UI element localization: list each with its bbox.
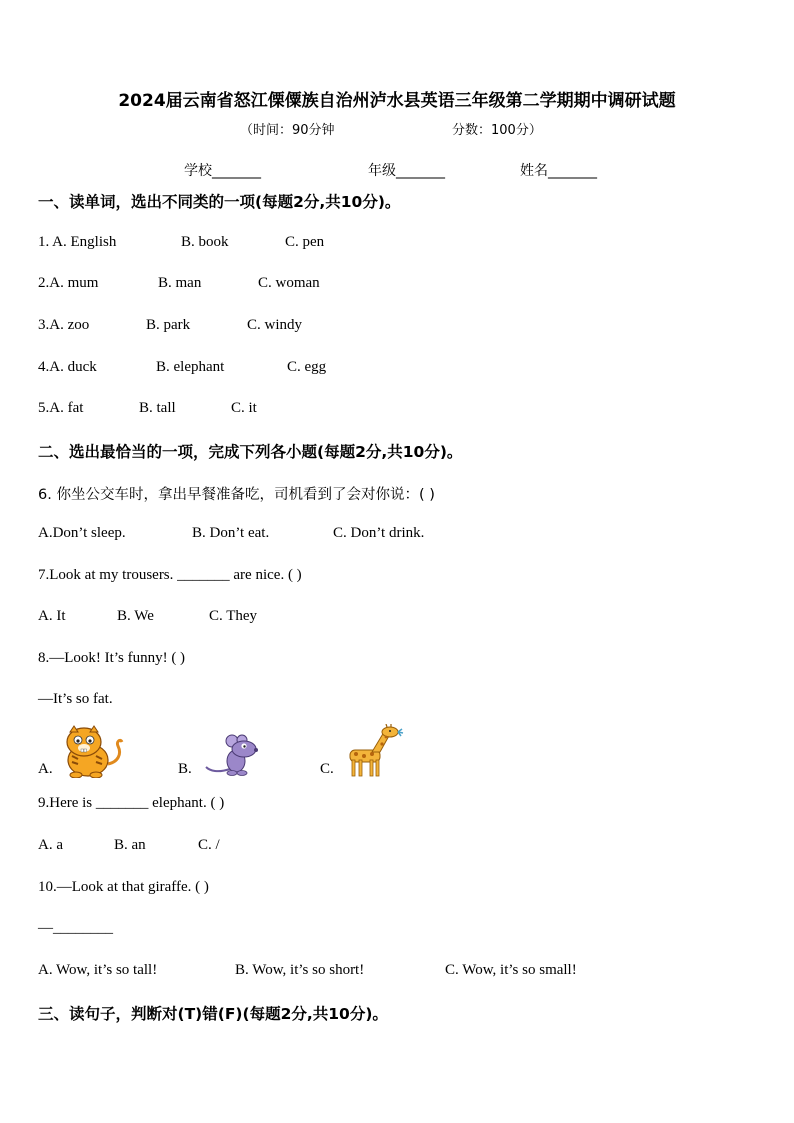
q5-option-b: B. tall <box>139 400 176 416</box>
q2-option-a: 2.A. mum <box>38 275 99 291</box>
school-field[interactable]: 学校_______ <box>184 163 261 179</box>
name-field[interactable]: 姓名_______ <box>520 163 597 179</box>
q8-option-a: A. <box>38 761 53 777</box>
q10-option-a: A. Wow, it’s so tall! <box>38 962 158 978</box>
q9-stem: 9.Here is _______ elephant. ( ) <box>38 795 225 811</box>
q2-option-b: B. man <box>158 275 202 291</box>
q3-option-b: B. park <box>146 317 191 333</box>
q9-option-c: C. / <box>198 837 220 853</box>
tiger-icon <box>60 724 126 778</box>
q7-option-c: C. They <box>209 608 258 624</box>
section-2-heading: 二、选出最恰当的一项，完成下列各小题(每题2分,共10分)。 <box>38 443 463 461</box>
q3-option-c: C. windy <box>247 317 303 333</box>
q5-option-c: C. it <box>231 400 257 416</box>
exam-time: （时间：90分钟 <box>240 123 335 138</box>
q10-option-c: C. Wow, it’s so small! <box>445 962 577 978</box>
q7-stem: 7.Look at my trousers. _______ are nice. ( ) <box>38 567 302 583</box>
giraffe-icon <box>344 724 408 778</box>
q8-option-c: C. <box>320 761 334 777</box>
q1-option-b: B. book <box>181 234 229 250</box>
q9-option-b: B. an <box>114 837 146 853</box>
q4-option-a: 4.A. duck <box>38 359 97 375</box>
q10-option-b: B. Wow, it’s so short! <box>235 962 365 978</box>
section-1-heading: 一、读单词，选出不同类的一项(每题2分,共10分)。 <box>38 193 401 211</box>
q4-option-c: C. egg <box>287 359 327 375</box>
grade-field[interactable]: 年级_______ <box>368 163 445 179</box>
q8-reply: —It’s so fat. <box>38 691 113 707</box>
q2-option-c: C. woman <box>258 275 320 291</box>
q1-option-a: 1. A. English <box>38 234 117 250</box>
q7-option-b: B. We <box>117 608 154 624</box>
q8-option-b: B. <box>178 761 192 777</box>
section-3-heading: 三、读句子，判断对(T)错(F)(每题2分,共10分)。 <box>38 1005 388 1023</box>
q4-option-b: B. elephant <box>156 359 225 375</box>
q10-reply: —________ <box>38 920 113 936</box>
q6-option-c: C. Don’t drink. <box>333 525 425 541</box>
q6-option-a: A.Don’t sleep. <box>38 525 126 541</box>
q7-option-a: A. It <box>38 608 66 624</box>
q1-option-c: C. pen <box>285 234 325 250</box>
exam-title: 2024届云南省怒江傈僳族自治州泸水县英语三年级第二学期期中调研试题 <box>118 91 676 111</box>
q8-stem: 8.—Look! It’s funny! ( ) <box>38 650 186 666</box>
mouse-icon <box>204 733 266 777</box>
q3-option-a: 3.A. zoo <box>38 317 90 333</box>
exam-score: 分数：100分） <box>452 123 542 138</box>
q6-stem: 6. 你坐公交车时，拿出早餐准备吃，司机看到了会对你说：( ) <box>38 487 435 503</box>
q6-option-b: B. Don’t eat. <box>192 525 270 541</box>
q10-stem: 10.—Look at that giraffe. ( ) <box>38 879 209 895</box>
q9-option-a: A. a <box>38 837 63 853</box>
q5-option-a: 5.A. fat <box>38 400 84 416</box>
